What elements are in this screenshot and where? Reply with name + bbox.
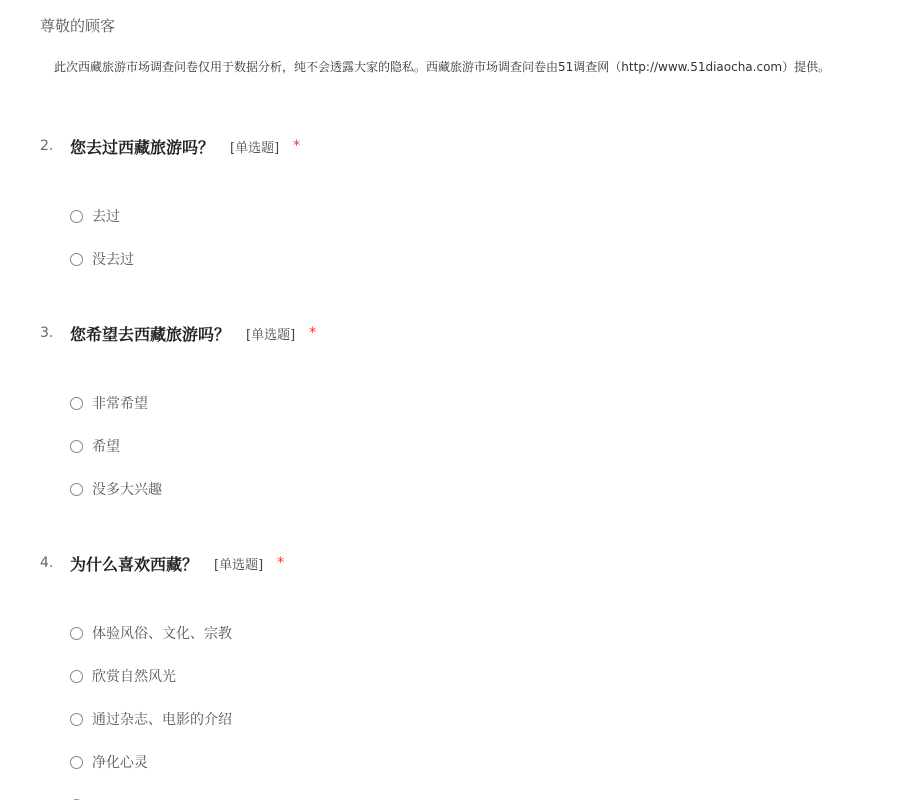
radio-button[interactable]: [70, 440, 83, 453]
question-3-header: [40, 320, 316, 346]
radio-button[interactable]: [70, 253, 83, 266]
question-2-header: [40, 133, 300, 159]
radio-button[interactable]: [70, 670, 83, 683]
question-number: 4.: [40, 555, 54, 571]
option-q3-not-interested[interactable]: [70, 479, 162, 499]
option-label: 体验风俗、文化、宗教: [92, 626, 232, 642]
option-label: 非常希望: [92, 396, 148, 412]
required-marker: *: [293, 138, 301, 154]
option-q2-visited[interactable]: [70, 206, 120, 226]
radio-button[interactable]: [70, 483, 83, 496]
radio-button[interactable]: [70, 713, 83, 726]
question-title: 为什么喜欢西藏？: [70, 554, 199, 574]
question-number: 2.: [40, 138, 54, 154]
option-q3-hope[interactable]: [70, 436, 120, 456]
question-title: 您希望去西藏旅游吗？: [70, 324, 231, 344]
greeting-heading: 尊敬的顾客: [40, 17, 116, 35]
option-q3-very-much[interactable]: [70, 393, 148, 413]
radio-button[interactable]: [70, 397, 83, 410]
option-label: 净化心灵: [92, 755, 148, 771]
question-type-label: [单选题]: [230, 140, 280, 156]
option-label: 欣赏自然风光: [92, 669, 176, 685]
radio-button[interactable]: [70, 756, 83, 769]
option-q4-media[interactable]: [70, 709, 232, 729]
question-4-header: [40, 550, 284, 576]
radio-button[interactable]: [70, 210, 83, 223]
option-label: 通过杂志、电影的介绍: [92, 712, 232, 728]
required-marker: *: [277, 555, 285, 571]
option-label: 没多大兴趣: [92, 482, 162, 498]
question-type-label: [单选题]: [246, 327, 296, 343]
option-q4-culture[interactable]: [70, 623, 232, 643]
option-q4-next-partial[interactable]: [70, 795, 83, 800]
option-label: 没去过: [92, 252, 134, 268]
option-q4-scenery[interactable]: [70, 666, 176, 686]
question-number: 3.: [40, 325, 54, 341]
question-type-label: [单选题]: [214, 557, 264, 573]
option-label: 希望: [92, 439, 120, 455]
survey-intro-text: 此次西藏旅游市场调查问卷仅用于数据分析，纯不会透露大家的隐私。西藏旅游市场调查问卷由51调查网（http://www.51diaocha.com）提供。: [54, 60, 831, 74]
required-marker: *: [309, 325, 317, 341]
radio-button[interactable]: [70, 627, 83, 640]
question-title: 您去过西藏旅游吗？: [70, 137, 215, 157]
option-label: 去过: [92, 209, 120, 225]
option-q4-purify[interactable]: [70, 752, 148, 772]
option-q2-not-visited[interactable]: [70, 249, 134, 269]
